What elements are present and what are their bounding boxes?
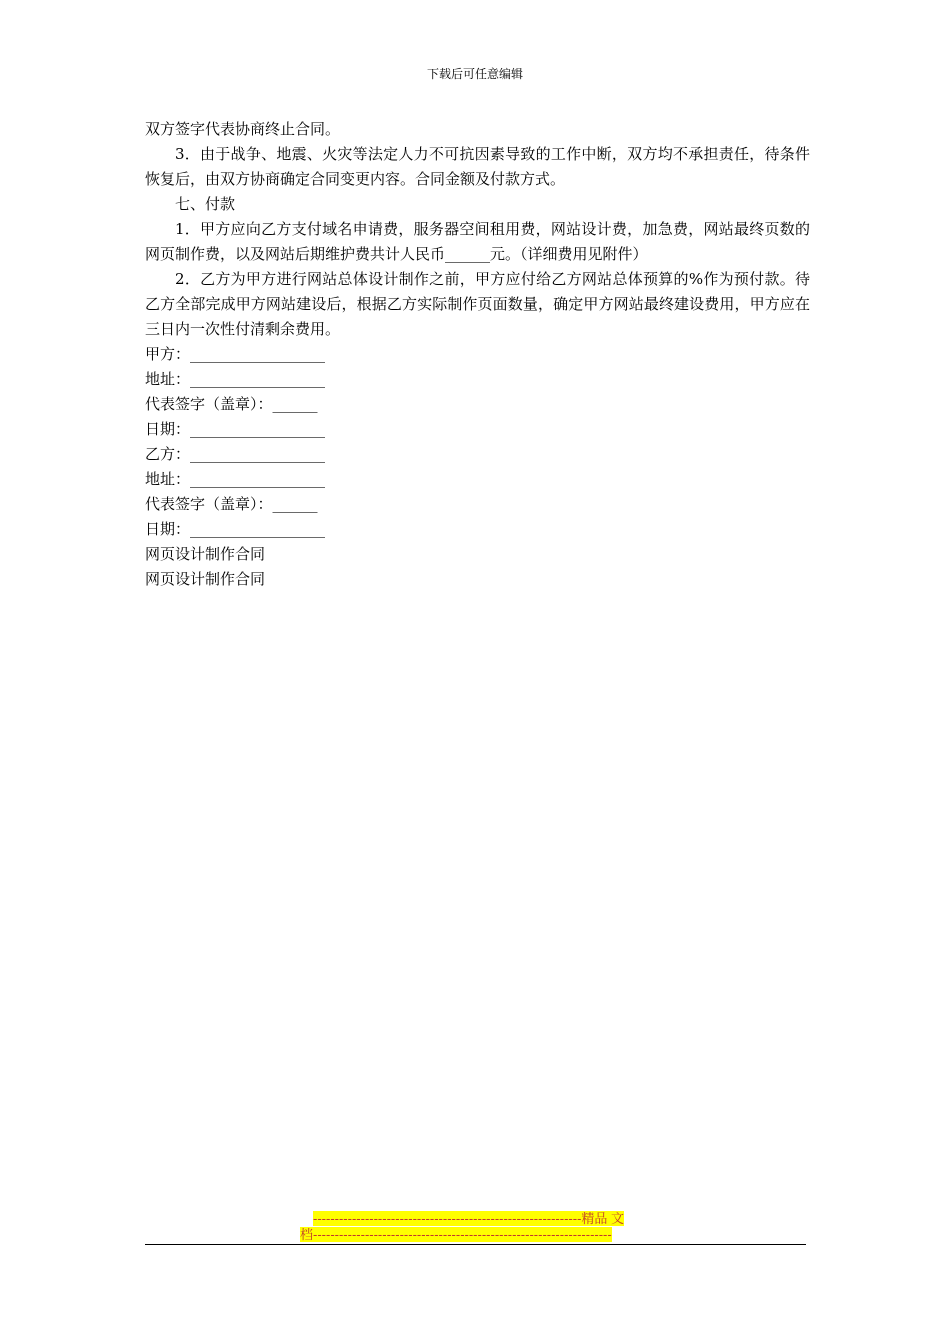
document-body [145, 117, 810, 592]
party-a-date-field: 日期：__________________ [145, 420, 326, 438]
party-a-signature-field: 代表签字（盖章）：______ [145, 395, 318, 413]
paragraph-force-majeure: 3．由于战争、地震、火灾等法定人力不可抗因素导致的工作中断，双方均不承担责任，待条件恢复后，由双方协商确定合同变更内容。合同金额及付款方式。 [145, 145, 810, 188]
section-heading-payment: 七、付款 [175, 195, 236, 213]
page-header: 下载后可任意编辑 [426, 67, 523, 81]
footer-divider [145, 1244, 806, 1245]
paragraph-termination: 双方签字代表协商终止合同。 [145, 120, 341, 138]
party-a-name-field: 甲方：__________________ [145, 345, 326, 363]
footer-line-1 [300, 1211, 650, 1227]
footer-line-2-text: 档--------------------------------------------------------------------- [300, 1227, 612, 1242]
document-title-line: 网页设计制作合同 [145, 545, 266, 563]
paragraph-payment-1: 1．甲方应向乙方支付域名申请费，服务器空间租用费，网站设计费，加急费，网站最终页数的网页制作费，以及网站后期维护费共计人民币______元。（详细费用见附件） [145, 220, 810, 263]
document-title-line: 网页设计制作合同 [145, 570, 266, 588]
party-a-address-field: 地址：__________________ [145, 370, 326, 388]
footer-line-2 [300, 1227, 650, 1243]
party-b-date-field: 日期：__________________ [145, 520, 326, 538]
party-b-signature-field: 代表签字（盖章）：______ [145, 495, 318, 513]
footer-line-1-text: --------------------------------------------------------------精品 文 [313, 1211, 625, 1226]
party-b-name-field: 乙方：__________________ [145, 445, 326, 463]
party-b-address-field: 地址：__________________ [145, 470, 326, 488]
paragraph-payment-2: 2．乙方为甲方进行网站总体设计制作之前，甲方应付给乙方网站总体预算的%作为预付款。待乙方全部完成甲方网站建设后，根据乙方实际制作页面数量，确定甲方网站最终建设费用，甲方应在三日内一次性付清剩余费用。 [145, 270, 810, 338]
footer-watermark [300, 1211, 650, 1243]
